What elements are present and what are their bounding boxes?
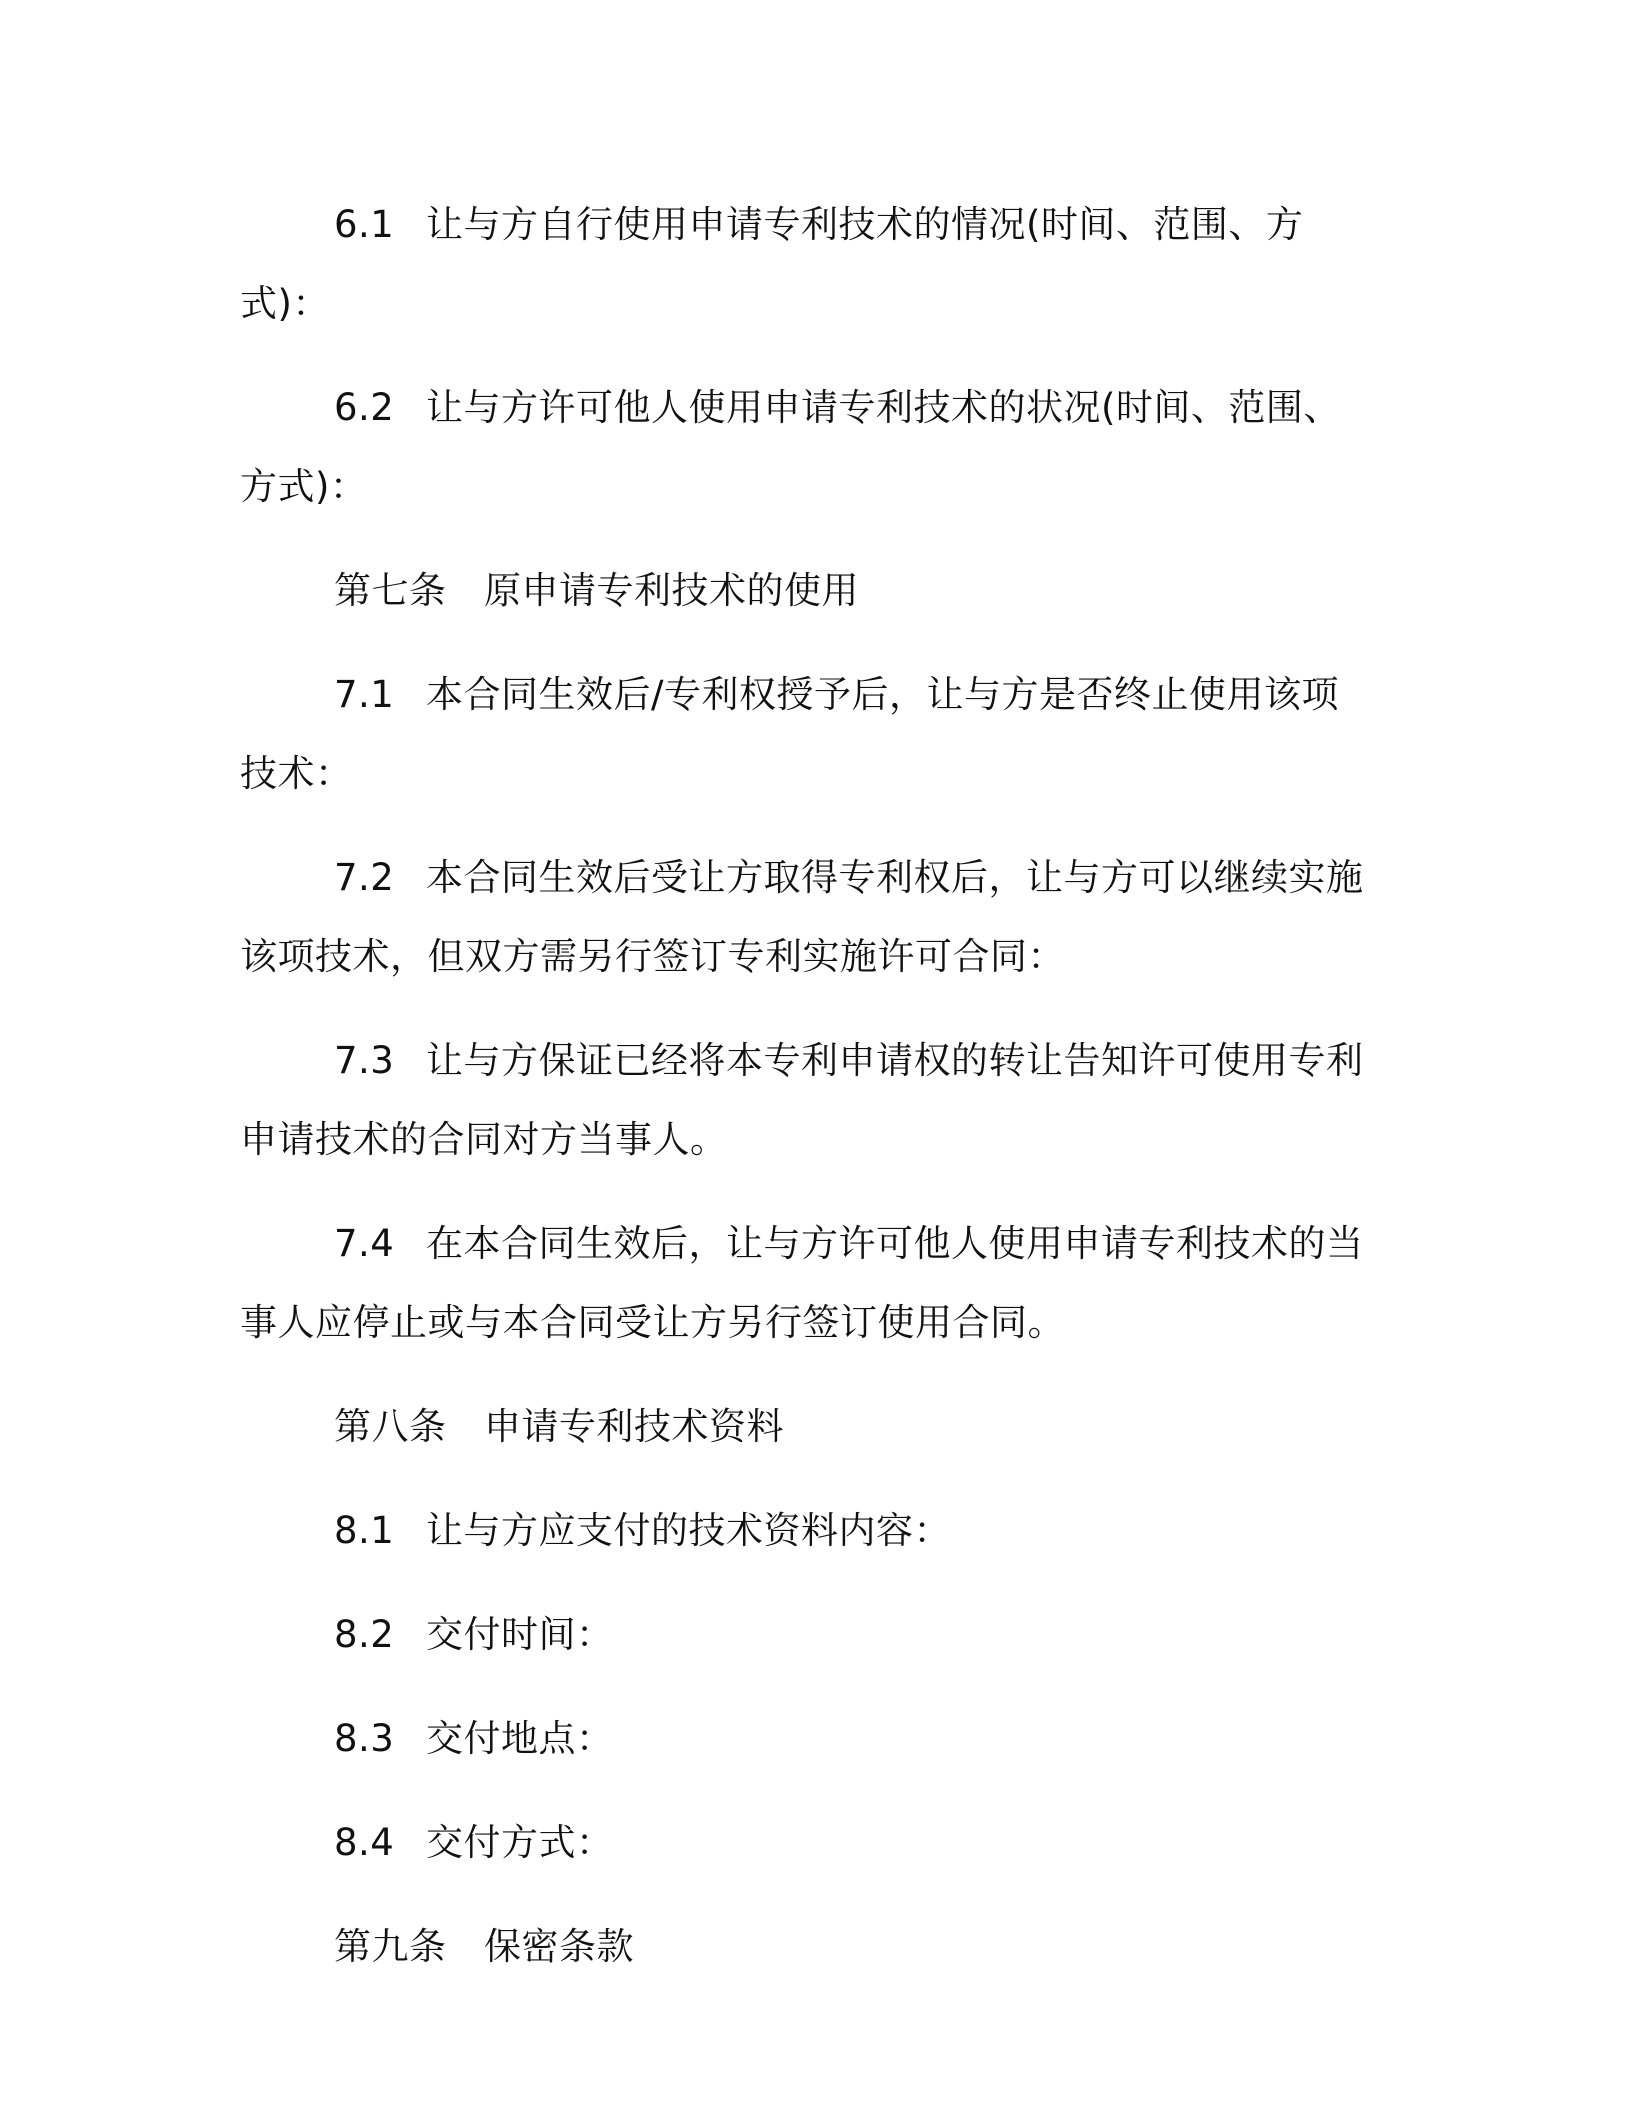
clause-text: 本合同生效后/专利权授予后，让与方是否终止使用该项技术：	[240, 673, 1339, 795]
article-number: 第八条	[334, 1405, 447, 1448]
clause-number: 7.3	[334, 1039, 395, 1082]
clause-8-1	[240, 1491, 1370, 1570]
article-7-heading	[240, 551, 1370, 630]
clause-8-3	[240, 1699, 1370, 1778]
clause-text: 交付方式：	[426, 1821, 614, 1864]
clause-number: 6.1	[334, 203, 395, 246]
document-body	[240, 185, 1370, 2011]
clause-number: 8.2	[334, 1613, 395, 1656]
clause-text: 在本合同生效后，让与方许可他人使用申请专利技术的当事人应停止或与本合同受让方另行签订使用合同。	[240, 1222, 1364, 1344]
clause-text: 让与方保证已经将本专利申请权的转让告知许可使用专利申请技术的合同对方当事人。	[240, 1039, 1364, 1161]
clause-number: 6.2	[334, 386, 395, 429]
clause-text: 交付时间：	[426, 1613, 614, 1656]
clause-text: 本合同生效后受让方取得专利权后，让与方可以继续实施该项技术，但双方需另行签订专利实施许可合同：	[240, 856, 1364, 978]
article-title: 原申请专利技术的使用	[484, 569, 859, 612]
clause-text: 让与方应支付的技术资料内容：	[426, 1509, 951, 1552]
clause-6-2	[240, 368, 1370, 526]
clause-number: 8.1	[334, 1509, 395, 1552]
clause-number: 7.1	[334, 673, 395, 716]
article-title: 申请专利技术资料	[484, 1405, 784, 1448]
clause-7-4	[240, 1204, 1370, 1362]
clause-text: 让与方许可他人使用申请专利技术的状况(时间、范围、方式)：	[240, 386, 1341, 508]
article-title: 保密条款	[484, 1925, 634, 1968]
clause-number: 7.4	[334, 1222, 395, 1265]
clause-7-3	[240, 1021, 1370, 1179]
clause-7-2	[240, 838, 1370, 996]
clause-8-2	[240, 1595, 1370, 1674]
clause-6-1	[240, 185, 1370, 343]
article-8-heading	[240, 1387, 1370, 1466]
clause-text: 让与方自行使用申请专利技术的情况(时间、范围、方式)：	[240, 203, 1304, 325]
clause-8-4	[240, 1803, 1370, 1882]
clause-number: 7.2	[334, 856, 395, 899]
article-number: 第七条	[334, 569, 447, 612]
article-9-heading	[240, 1907, 1370, 1986]
clause-text: 交付地点：	[426, 1717, 614, 1760]
clause-number: 8.4	[334, 1821, 395, 1864]
clause-number: 8.3	[334, 1717, 395, 1760]
article-number: 第九条	[334, 1925, 447, 1968]
clause-7-1	[240, 655, 1370, 813]
